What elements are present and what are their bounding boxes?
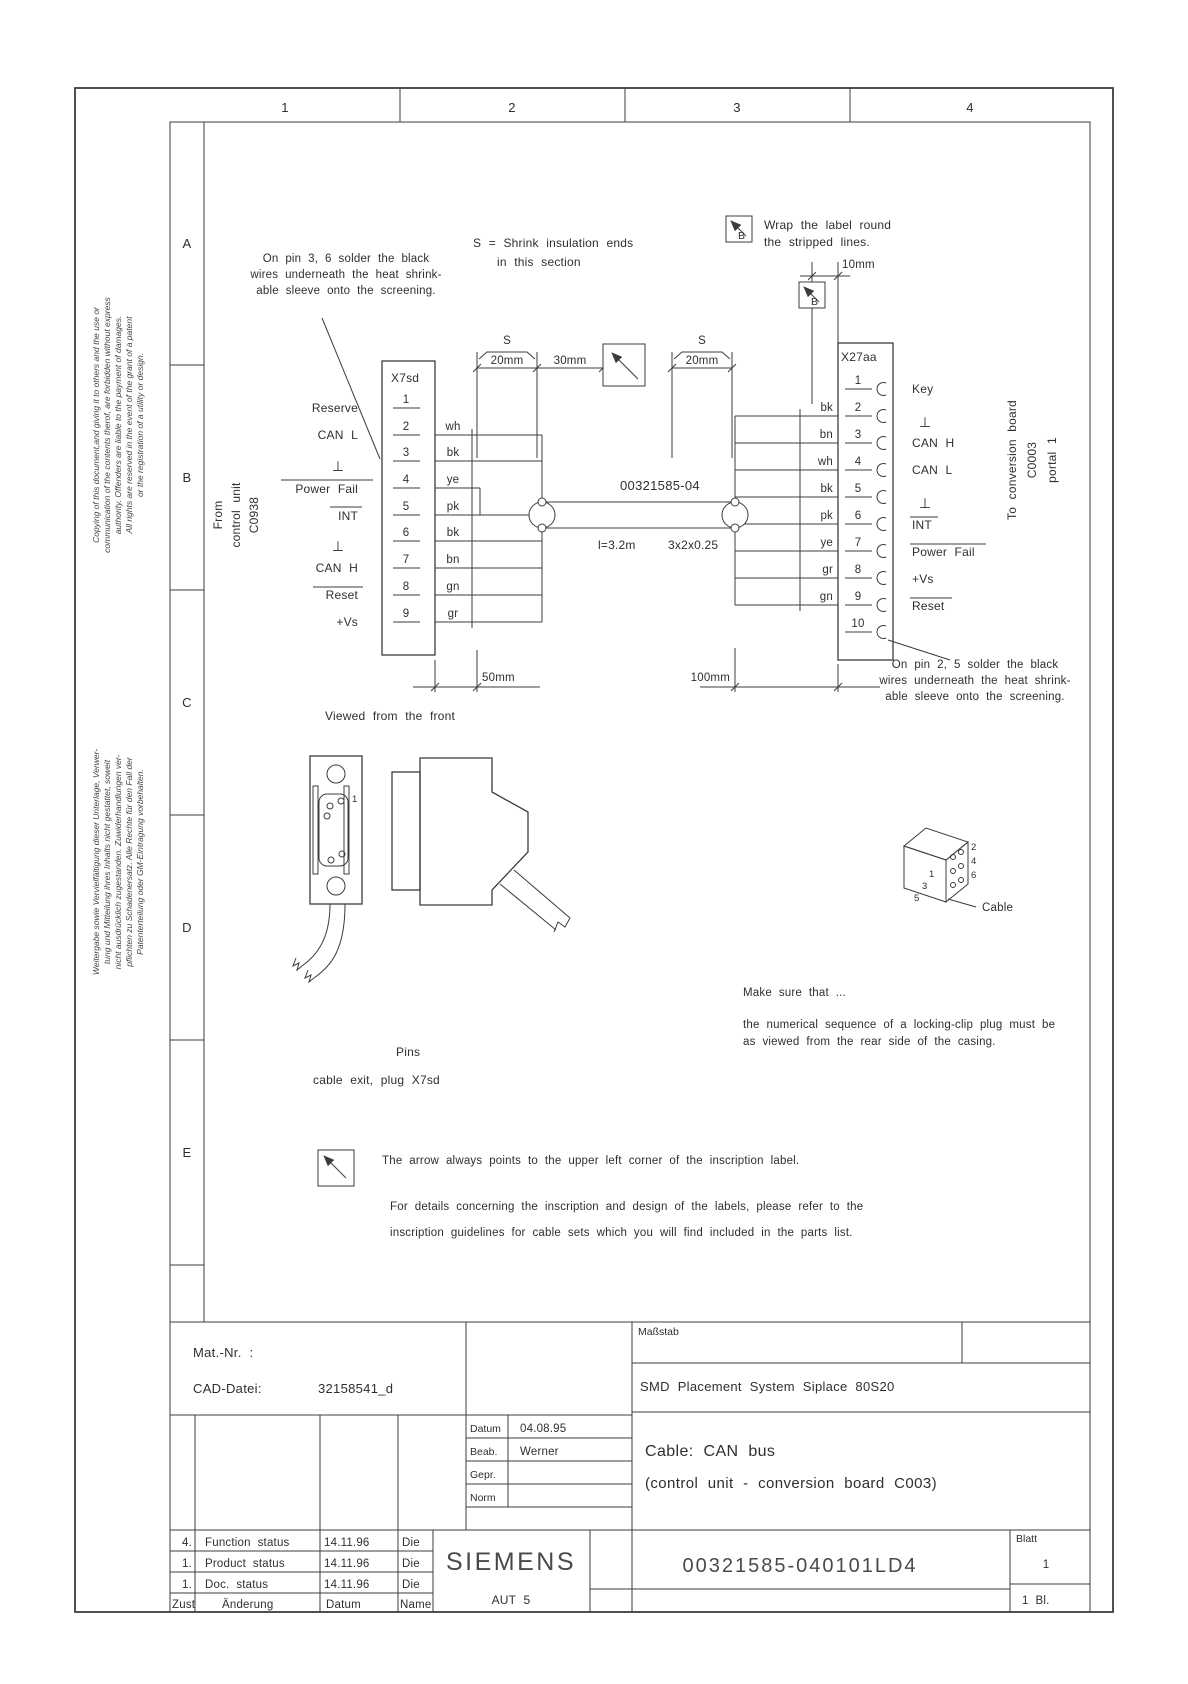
- note-make-sure: [743, 987, 1055, 1048]
- blatt-value: 1: [1042, 1559, 1050, 1571]
- pins-caption: Pins: [396, 1045, 421, 1059]
- rev-zust: 1.: [182, 1558, 192, 1570]
- to-conversion-board-label: [1005, 400, 1059, 520]
- wire-color: bn: [446, 554, 460, 566]
- signal-label: Key: [912, 382, 934, 396]
- note-line: as viewed from the rear side of the casing.: [743, 1036, 996, 1048]
- shrink-zone-s: S: [698, 335, 706, 347]
- massstab-label: Maßstab: [638, 1326, 679, 1338]
- connector-title: X27aa: [841, 350, 877, 364]
- from-control-unit-label: [211, 482, 261, 548]
- rev-change: Function status: [205, 1537, 290, 1549]
- department-label: AUT 5: [491, 1593, 531, 1607]
- rev-zust: 1.: [182, 1579, 192, 1591]
- locking-clip-plug-detail: [904, 828, 1013, 914]
- wire-color: bk: [446, 527, 460, 539]
- pin-number: 5: [402, 501, 410, 513]
- wire-color: bk: [446, 447, 460, 459]
- signal-label: INT: [338, 509, 358, 523]
- rev-date: 14.11.96: [324, 1537, 370, 1549]
- signal-label: Power Fail: [295, 482, 358, 496]
- signal-label: CAN L: [317, 428, 358, 442]
- ground-symbol: ⊥: [331, 459, 345, 475]
- rev-change: Product status: [205, 1558, 285, 1570]
- copyright-line: tung und Mitteilung ihres Inhalts nicht gestattet, soweit: [102, 759, 112, 965]
- blatt-label: Blatt: [1016, 1533, 1038, 1545]
- datum-value: 04.08.95: [520, 1423, 567, 1435]
- plug-side-view: [392, 758, 570, 932]
- copyright-line: All rights are reserved in the event of the grant of a patent: [124, 316, 134, 534]
- column-label: 2: [508, 100, 516, 115]
- wire-color: pk: [446, 501, 460, 513]
- pin-number: 8: [854, 564, 862, 576]
- dimension-50mm: [413, 650, 540, 692]
- gepr-label: Gepr.: [470, 1469, 496, 1481]
- note-line: the stripped lines.: [764, 235, 870, 249]
- note-line: On pin 2, 5 solder the black: [891, 659, 1059, 671]
- plug-front-view: [293, 756, 362, 982]
- norm-label: Norm: [470, 1492, 496, 1504]
- pin-number: 4: [402, 474, 410, 486]
- cable-exit-caption: cable exit, plug X7sd: [313, 1073, 440, 1087]
- rev-date: 14.11.96: [324, 1579, 370, 1591]
- ground-symbol: ⊥: [918, 496, 932, 512]
- cable-spec: 3x2x0.25: [668, 538, 719, 552]
- rev-header-name: Name: [400, 1599, 432, 1611]
- rev-date: 14.11.96: [324, 1558, 370, 1570]
- shrink-zone-s: S: [503, 335, 511, 347]
- column-label: 4: [966, 100, 974, 115]
- note-solder-pins-2-5: [878, 659, 1070, 703]
- connector-title: X7sd: [391, 371, 420, 385]
- pin-number: 6: [854, 510, 862, 522]
- bl-count-value: 1 Bl.: [1022, 1595, 1050, 1607]
- source-label-line: From: [211, 500, 225, 530]
- wire-color: pk: [820, 510, 833, 522]
- note-line: For details concerning the inscription and design of the labels, please refer to the: [390, 1201, 864, 1213]
- copyright-line: pflichten zu Schadenersatz. Alle Rechte für den Fall der: [124, 757, 134, 967]
- pin-number: 2: [854, 402, 862, 414]
- wire-color: gr: [822, 564, 833, 576]
- copyright-line: communication of the contents therof, are forbidden without express: [102, 297, 112, 553]
- cable-ferrules: [529, 498, 748, 532]
- copyright-line: Copying of this document,and giving it to others and the use or: [91, 307, 101, 543]
- note-inscription-details: [390, 1201, 863, 1239]
- drawing-title-line1: Cable: CAN bus: [645, 1443, 776, 1460]
- mat-nr-label: Mat.-Nr. :: [193, 1345, 254, 1360]
- wire-color: bk: [820, 483, 833, 495]
- note-line: inscription guidelines for cable sets which you will find included in the parts list.: [390, 1227, 853, 1239]
- target-label-line: portal 1: [1045, 437, 1059, 483]
- pin-number: 7: [854, 537, 862, 549]
- pin-number: 3: [854, 429, 862, 441]
- column-label: 3: [733, 100, 741, 115]
- copyright-line: Weitergabe sowie Vervielfältigung dieser Unterlage, Verwer-: [91, 748, 101, 976]
- signal-label: Reset: [325, 588, 358, 602]
- rev-name: Die: [402, 1579, 420, 1591]
- source-label-line: control unit: [229, 482, 243, 548]
- pin-number: 10: [851, 618, 865, 630]
- copyright-line: nicht ausdrücklich zugestanden. Zuwiderhandlungen ver-: [113, 754, 123, 970]
- note-line: wires underneath the heat shrink-: [250, 269, 442, 281]
- dim-20mm: 20mm: [490, 355, 524, 367]
- copyright-notice-english: [91, 296, 145, 552]
- beab-label: Beab.: [470, 1446, 498, 1458]
- plug-pin-number: 4: [971, 856, 977, 867]
- target-label-line: C0003: [1025, 441, 1039, 479]
- rev-header-zust: Zust: [172, 1599, 196, 1611]
- signal-label: CAN H: [912, 436, 955, 450]
- copyright-line: authority. Offenders are liable to the payment of damages.: [113, 315, 123, 535]
- rev-name: Die: [402, 1558, 420, 1570]
- pin-number: 8: [402, 581, 410, 593]
- label-b-icon: B: [738, 230, 746, 242]
- pin-number: 9: [402, 608, 410, 620]
- plug-pin-number: 1: [929, 869, 935, 880]
- wire-color: ye: [446, 474, 460, 486]
- wire-color: ye: [820, 537, 833, 549]
- note-line: The arrow always points to the upper left corner of the inscription label.: [382, 1155, 800, 1167]
- copyright-notice-german: [91, 749, 145, 975]
- note-line: in this section: [497, 255, 581, 269]
- note-line: Wrap the label round: [764, 218, 892, 232]
- cable-part-number: 00321585-04: [620, 478, 700, 493]
- note-line: S = Shrink insulation ends: [473, 236, 634, 250]
- pin-number: 6: [402, 527, 410, 539]
- wire-color: wh: [445, 421, 461, 433]
- note-line: wires underneath the heat shrink-: [879, 675, 1071, 687]
- cable-pointer-label: Cable: [982, 902, 1014, 914]
- signal-label: Reserve: [311, 401, 358, 415]
- drawing-title-line2: (control unit - conversion board C003): [645, 1475, 937, 1492]
- row-label: C: [182, 695, 192, 710]
- wire-color: bn: [819, 429, 833, 441]
- ground-symbol: ⊥: [331, 539, 345, 555]
- signal-label: +Vs: [336, 615, 358, 629]
- row-label: A: [182, 236, 192, 251]
- dim-50mm: 50mm: [482, 672, 515, 684]
- beab-value: Werner: [520, 1446, 559, 1458]
- plug-pin-number: 5: [914, 893, 920, 904]
- pin-number: 9: [854, 591, 862, 603]
- connector-x7sd: [382, 361, 472, 655]
- signal-label: CAN L: [912, 463, 953, 477]
- siemens-logo: SIEMENS: [445, 1548, 577, 1576]
- note-line: able sleeve onto the screening.: [256, 285, 436, 297]
- cad-file-label: CAD-Datei:: [193, 1381, 262, 1396]
- rev-change: Doc. status: [205, 1579, 269, 1591]
- pin-number: 1: [854, 375, 862, 387]
- wire-color: gr: [447, 608, 459, 620]
- wire-color: bk: [820, 402, 833, 414]
- note-line: On pin 3, 6 solder the black: [262, 253, 430, 265]
- signal-label: Power Fail: [912, 545, 975, 559]
- row-label: B: [182, 470, 192, 485]
- plug-pin-number: 2: [971, 842, 977, 853]
- dim-20mm: 20mm: [685, 355, 719, 367]
- label-b-icon: B: [811, 296, 819, 308]
- signal-label: +Vs: [912, 572, 934, 586]
- rev-header-change: Änderung: [222, 1599, 274, 1611]
- dimension-shrink-left: [473, 335, 607, 458]
- column-label: 1: [281, 100, 289, 115]
- system-name: SMD Placement System Siplace 80S20: [640, 1379, 895, 1394]
- wire-color: gn: [446, 581, 460, 593]
- dim-100mm: 100mm: [690, 672, 730, 684]
- cable-length: l=3.2m: [598, 538, 636, 552]
- dim-30mm: 30mm: [553, 355, 587, 367]
- target-label-line: To conversion board: [1005, 400, 1019, 520]
- pin-number: 7: [402, 554, 410, 566]
- x7sd-signal-labels: [281, 401, 373, 629]
- title-block-text: [172, 1326, 1050, 1611]
- note-wrap-label: [726, 216, 891, 249]
- dim-10mm: 10mm: [842, 259, 875, 271]
- plug-pin-number: 6: [971, 870, 977, 881]
- label-b-icon-2: [799, 282, 825, 308]
- row-label: D: [182, 920, 192, 935]
- pin-number: 5: [854, 483, 862, 495]
- copyright-line: Patenterteilung oder GM-Eintragung vorbehalten.: [135, 769, 145, 955]
- signal-label: INT: [912, 518, 932, 532]
- source-label-line: C0938: [247, 496, 261, 534]
- front-view-pin1-marker: 1: [352, 794, 358, 805]
- datum-label: Datum: [470, 1423, 501, 1435]
- note-line: the numerical sequence of a locking-clip plug must be: [743, 1019, 1056, 1031]
- dimension-shrink-right: [668, 335, 736, 458]
- row-label: E: [182, 1145, 192, 1160]
- inscription-label-icon: [603, 344, 645, 386]
- pin-number: 1: [402, 394, 410, 406]
- ground-symbol: ⊥: [918, 415, 932, 431]
- wire-routing: [435, 416, 838, 622]
- signal-label: Reset: [912, 599, 945, 613]
- signal-label: CAN H: [315, 561, 358, 575]
- plug-pin-number: 3: [922, 881, 928, 892]
- x27aa-signal-labels: [910, 382, 986, 613]
- cad-file-value: 32158541_d: [318, 1381, 394, 1396]
- document-number: 00321585-040101LD4: [682, 1555, 918, 1577]
- pin-number: 3: [402, 447, 410, 459]
- pin-number: 2: [402, 421, 410, 433]
- rev-name: Die: [402, 1537, 420, 1549]
- note-line: Make sure that ...: [743, 987, 846, 999]
- wire-color: gn: [819, 591, 833, 603]
- wire-color: wh: [817, 456, 833, 468]
- pin-number: 4: [854, 456, 862, 468]
- cable-labels: [598, 478, 718, 552]
- viewed-from-front-caption: Viewed from the front: [325, 709, 456, 723]
- rev-zust: 4.: [182, 1537, 192, 1549]
- note-arrow-label: [318, 1150, 799, 1186]
- rev-header-date: Datum: [326, 1599, 361, 1611]
- note-shrink-insulation: [473, 236, 633, 269]
- copyright-line: or the registration of a utility or design.: [135, 352, 145, 498]
- note-line: able sleeve onto the screening.: [885, 691, 1065, 703]
- title-block-lines: [170, 1322, 1090, 1612]
